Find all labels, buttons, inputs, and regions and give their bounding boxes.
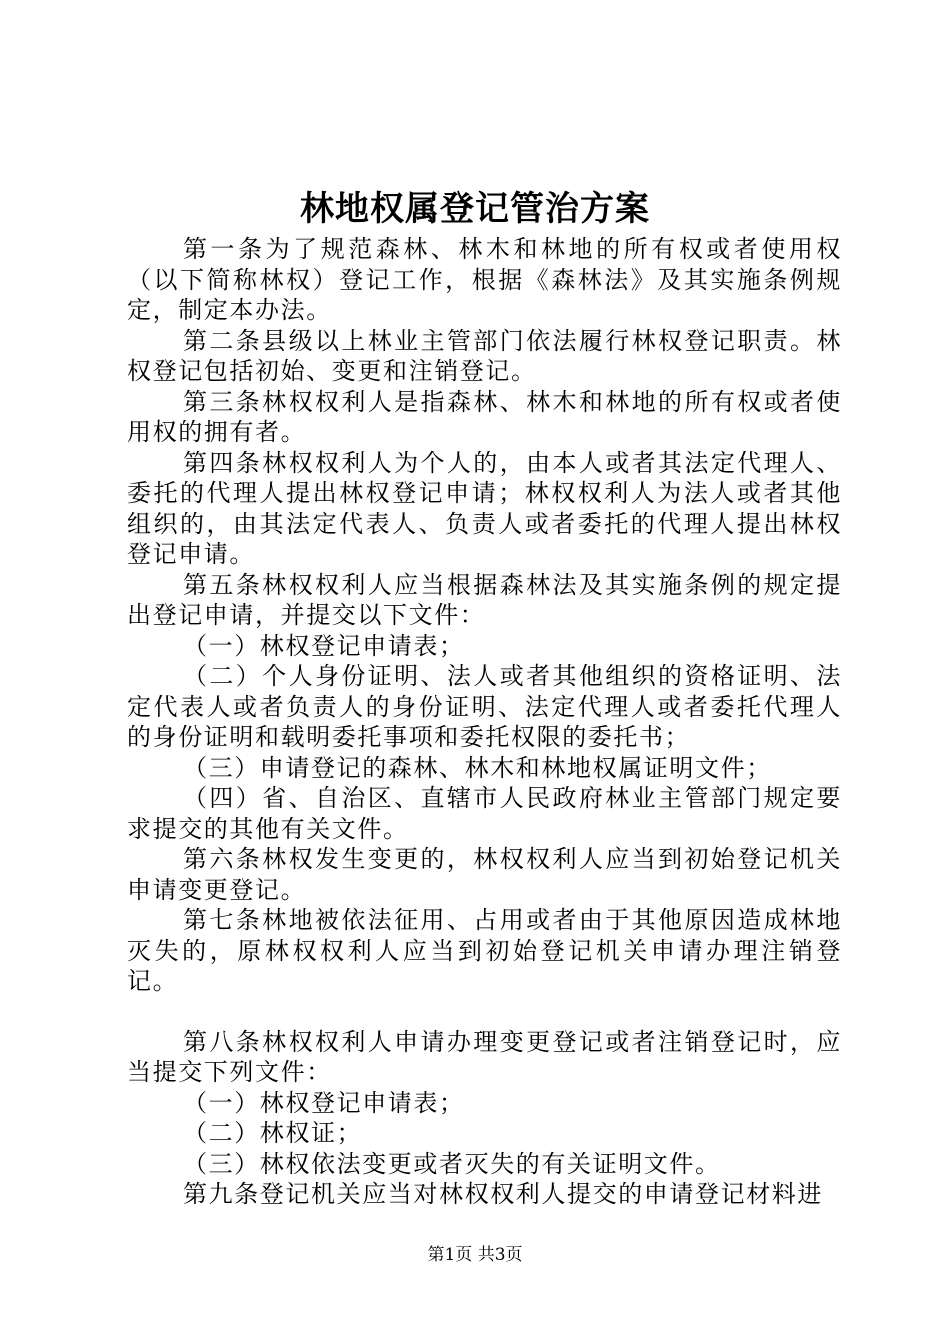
document-title: 林地权属登记管治方案 — [300, 189, 650, 229]
article-8: 第八条林权权利人申请办理变更登记或者注销登记时，应当提交下列文件： — [127, 1027, 842, 1086]
article-5-item-4: （四）省、自治区、直辖市人民政府林业主管部门规定要求提交的其他有关文件。 — [127, 784, 842, 843]
article-5-item-2: （二）个人身份证明、法人或者其他组织的资格证明、法定代表人或者负责人的身份证明、法定代理人或者委托代理人的身份证明和载明委托事项和委托权限的委托书； — [127, 662, 842, 751]
article-4: 第四条林权权利人为个人的，由本人或者其法定代理人、委托的代理人提出林权登记申请；林权权利人为法人或者其他组织的，由其法定代表人、负责人或者委托的代理人提出林权登记申请。 — [127, 448, 842, 568]
article-5-item-3: （三）申请登记的森林、林木和林地权属证明文件； — [183, 753, 772, 782]
article-5: 第五条林权权利人应当根据森林法及其实施条例的规定提出登记申请，并提交以下文件： — [127, 570, 842, 629]
article-7: 第七条林地被依法征用、占用或者由于其他原因造成林地灭失的，原林权权利人应当到初始登记机关申请办理注销登记。 — [127, 906, 842, 995]
article-6: 第六条林权发生变更的，林权权利人应当到初始登记机关申请变更登记。 — [127, 845, 842, 904]
article-2: 第二条县级以上林业主管部门依法履行林权登记职责。林权登记包括初始、变更和注销登记。 — [127, 326, 842, 385]
article-1: 第一条为了规范森林、林木和林地的所有权或者使用权（以下简称林权）登记工作，根据《森林法》及其实施条例规定，制定本办法。 — [127, 235, 842, 324]
document-body — [127, 234, 842, 1210]
article-8-item-3: （三）林权依法变更或者灭失的有关证明文件。 — [183, 1149, 721, 1178]
article-8-item-2: （二）林权证； — [183, 1119, 363, 1147]
article-3: 第三条林权权利人是指森林、林木和林地的所有权或者使用权的拥有者。 — [127, 387, 842, 446]
article-9: 第九条登记机关应当对林权权利人提交的申请登记材料进 — [183, 1180, 823, 1208]
article-8-item-1: （一）林权登记申请表； — [183, 1088, 465, 1117]
article-5-item-1: （一）林权登记申请表； — [183, 631, 465, 660]
page-footer: 第1页 共3页 — [427, 1245, 523, 1265]
